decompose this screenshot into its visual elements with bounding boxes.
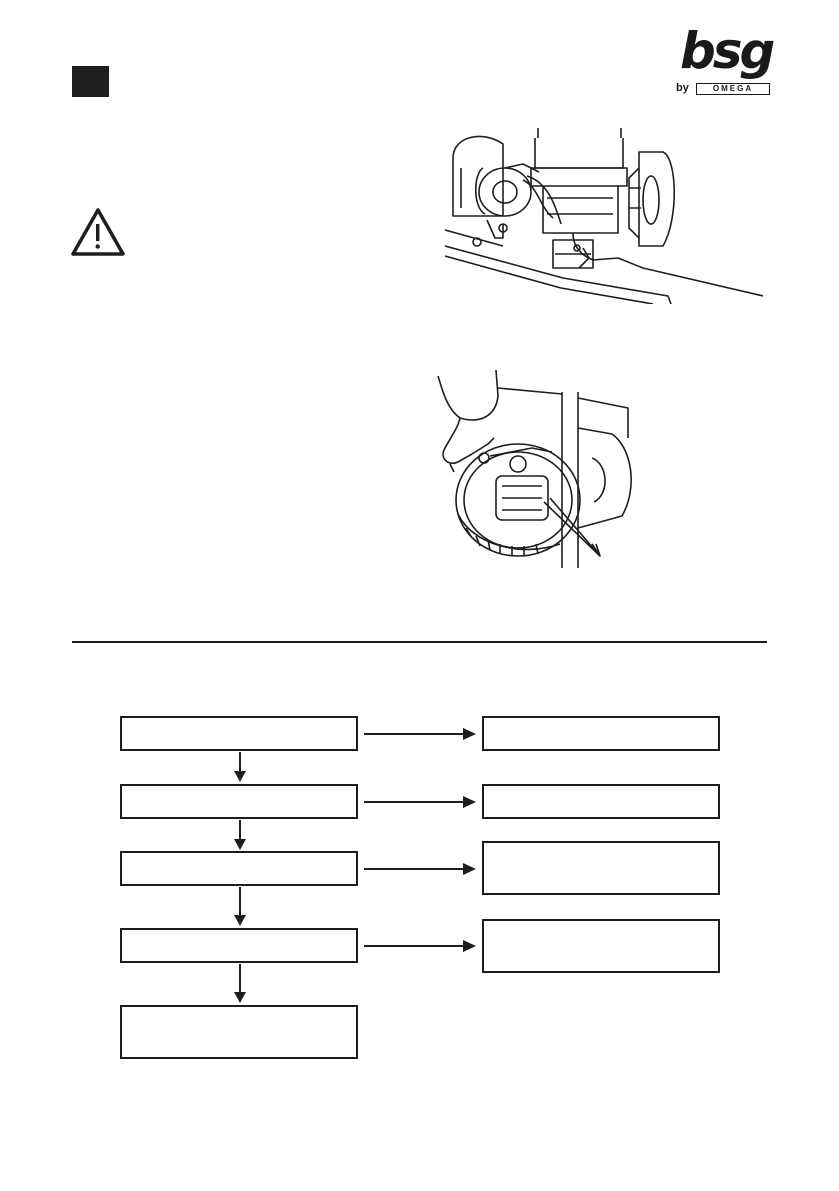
flow-main-step-1 bbox=[120, 716, 358, 751]
logo-wordmark: bsg bbox=[680, 22, 773, 80]
flow-arrow-down-1 bbox=[230, 752, 250, 783]
logo-omega-label: OMEGA bbox=[696, 83, 770, 95]
section-marker bbox=[72, 66, 109, 97]
flow-arrow-right-4 bbox=[364, 938, 478, 954]
flow-main-step-4 bbox=[120, 928, 358, 963]
flow-main-step-5 bbox=[120, 1005, 358, 1059]
logo-by-label: by bbox=[676, 82, 689, 94]
flow-arrow-down-2 bbox=[230, 820, 250, 851]
flow-main-step-2 bbox=[120, 784, 358, 819]
flow-arrow-down-3 bbox=[230, 887, 250, 927]
flow-side-outcome-3 bbox=[482, 841, 720, 895]
warning-triangle-icon bbox=[70, 207, 126, 257]
flow-side-outcome-2 bbox=[482, 784, 720, 819]
brand-logo bbox=[676, 22, 773, 98]
flow-arrow-right-2 bbox=[364, 794, 478, 810]
flow-arrow-right-1 bbox=[364, 726, 478, 742]
flow-arrow-down-4 bbox=[230, 964, 250, 1004]
flow-side-outcome-4 bbox=[482, 919, 720, 973]
flow-arrow-right-3 bbox=[364, 861, 478, 877]
flywheel-cover-illustration bbox=[432, 368, 642, 568]
section-divider bbox=[72, 641, 767, 643]
flow-side-outcome-1 bbox=[482, 716, 720, 751]
engine-top-illustration bbox=[443, 128, 768, 304]
flow-main-step-3 bbox=[120, 851, 358, 886]
